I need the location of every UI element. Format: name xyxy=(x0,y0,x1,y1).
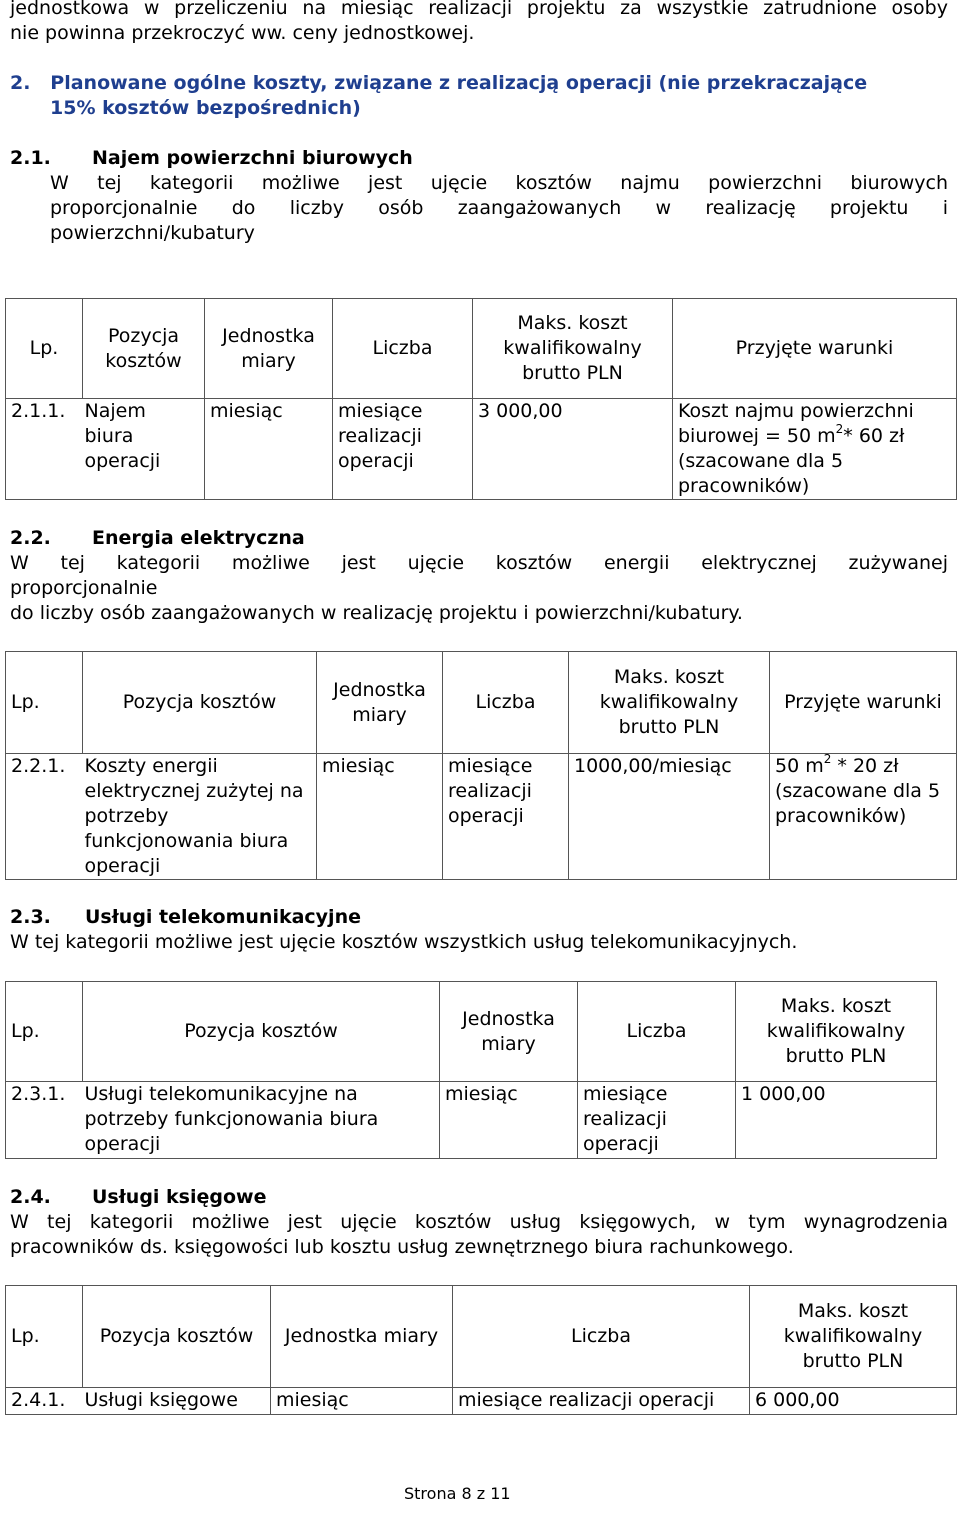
section-2-2-desc-line-2: proporcjonalnie xyxy=(10,577,158,599)
table-row xyxy=(6,1082,937,1159)
warunki-superscript: 2 xyxy=(835,421,844,436)
cell-lp: 2.2.1. xyxy=(6,754,83,880)
table-2-2 xyxy=(5,651,957,880)
cell-jednostka: miesiąc xyxy=(317,754,443,880)
cell-pozycja: Usługi telekomunikacyjne na potrzeby funkcjonowania biura operacji xyxy=(83,1082,440,1159)
header-pozycja: Pozycja kosztów xyxy=(83,982,440,1082)
table-2-1 xyxy=(5,298,957,500)
section-2-3-number: 2.3. xyxy=(10,906,51,928)
section-2-1-desc-line-3: powierzchni/kubatury xyxy=(50,222,255,244)
cell-lp: 2.4.1. xyxy=(6,1388,83,1415)
cell-pozycja: Koszty energii elektrycznej zużytej na potrzeby funkcjonowania biura operacji xyxy=(83,754,317,880)
header-liczba: Liczba xyxy=(578,982,736,1082)
header-lp: Lp. xyxy=(6,299,83,399)
header-jednostka: Jednostka miary xyxy=(205,299,333,399)
cell-liczba: miesiące realizacji operacji xyxy=(578,1082,736,1159)
section-2-heading-line-2: 15% kosztów bezpośrednich) xyxy=(50,97,361,119)
section-2-4-desc-line-1: W tej kategorii możliwe jest ujęcie kosztów usług księgowych, w tym wynagrodzenia xyxy=(10,1211,948,1233)
cell-jednostka: miesiąc xyxy=(271,1388,453,1415)
cell-koszt: 1000,00/miesiąc xyxy=(569,754,770,880)
cell-jednostka: miesiąc xyxy=(440,1082,578,1159)
section-2-4-number: 2.4. xyxy=(10,1186,51,1208)
cell-liczba: miesiące realizacji operacji xyxy=(443,754,569,880)
cell-koszt: 1 000,00 xyxy=(736,1082,937,1159)
cell-koszt: 6 000,00 xyxy=(750,1388,957,1415)
section-2-heading-line-1: 2. Planowane ogólne koszty, związane z realizacją operacji (nie przekraczające xyxy=(10,72,868,94)
section-2-3-title: Usługi telekomunikacyjne xyxy=(85,906,361,928)
header-lp: Lp. xyxy=(6,652,83,754)
intro-line-2: nie powinna przekroczyć ww. ceny jednostkowej. xyxy=(10,22,475,44)
section-2-2-desc-line-3: do liczby osób zaangażowanych w realizację projektu i powierzchni/kubatury. xyxy=(10,602,743,624)
header-pozycja: Pozycja kosztów xyxy=(83,1286,271,1388)
table-2-4 xyxy=(5,1285,957,1415)
table-header-row xyxy=(6,1286,957,1388)
table-header-row xyxy=(6,652,957,754)
header-jednostka: Jednostka miary xyxy=(317,652,443,754)
cell-warunki xyxy=(770,751,957,880)
header-pozycja: Pozycja kosztów xyxy=(83,299,205,399)
table-row xyxy=(6,754,957,880)
section-2-1-number: 2.1. xyxy=(10,147,51,169)
header-warunki: Przyjęte warunki xyxy=(673,299,957,399)
cell-liczba: miesiące realizacji operacji xyxy=(333,399,473,500)
section-2-1-title: Najem powierzchni biurowych xyxy=(92,147,413,169)
warunki-text: Koszt najmu powierzchni biurowej = 50 m xyxy=(678,400,914,447)
header-koszt: Maks. koszt kwalifikowalny brutto PLN xyxy=(750,1286,957,1388)
cell-pozycja: Usługi księgowe xyxy=(83,1388,271,1415)
section-2-1-desc-line-1: W tej kategorii możliwe jest ujęcie kosztów najmu powierzchni biurowych xyxy=(50,172,948,194)
cell-jednostka: miesiąc xyxy=(205,399,333,500)
section-2-2-desc-line-1: W tej kategorii możliwe jest ujęcie kosztów energii elektrycznej zużywanej xyxy=(10,552,948,574)
header-lp: Lp. xyxy=(6,982,83,1082)
header-jednostka: Jednostka miary xyxy=(271,1286,453,1388)
section-2-4-desc-line-2: pracowników ds. księgowości lub kosztu usług zewnętrznego biura rachunkowego. xyxy=(10,1236,794,1258)
section-2-2-number: 2.2. xyxy=(10,527,51,549)
table-row xyxy=(6,1388,957,1415)
header-pozycja: Pozycja kosztów xyxy=(83,652,317,754)
table-row xyxy=(6,399,957,500)
header-koszt: Maks. koszt kwalifikowalny brutto PLN xyxy=(736,982,937,1082)
section-2-4-title: Usługi księgowe xyxy=(92,1186,267,1208)
header-lp: Lp. xyxy=(6,1286,83,1388)
header-jednostka: Jednostka miary xyxy=(440,982,578,1082)
warunki-text: 50 m xyxy=(775,755,824,777)
warunki-superscript: 2 xyxy=(823,751,832,766)
section-2-2-title: Energia elektryczna xyxy=(92,527,305,549)
warunki-text-tail: * 20 zł (szacowane dla 5 pracowników) xyxy=(775,755,941,827)
header-liczba: Liczba xyxy=(453,1286,750,1388)
table-2-3 xyxy=(5,981,937,1159)
cell-warunki xyxy=(673,399,957,500)
header-liczba: Liczba xyxy=(443,652,569,754)
page-number: Strona 8 z 11 xyxy=(404,1484,511,1503)
cell-pozycja: Najem biura operacji xyxy=(83,399,205,500)
table-header-row xyxy=(6,299,957,399)
intro-line-1: jednostkowa w przeliczeniu na miesiąc realizacji projektu za wszystkie zatrudnione osoby xyxy=(10,0,948,19)
table-header-row xyxy=(6,982,937,1082)
header-liczba: Liczba xyxy=(333,299,473,399)
cell-lp: 2.1.1. xyxy=(6,399,83,500)
section-2-1-desc-line-2: proporcjonalnie do liczby osób zaangażowanych w realizację projektu i xyxy=(50,197,948,219)
header-koszt: Maks. koszt kwalifikowalny brutto PLN xyxy=(569,652,770,754)
section-2-3-desc-line-1: W tej kategorii możliwe jest ujęcie kosztów wszystkich usług telekomunikacyjnych. xyxy=(10,931,798,953)
header-koszt: Maks. koszt kwalifikowalny brutto PLN xyxy=(473,299,673,399)
cell-lp: 2.3.1. xyxy=(6,1082,83,1159)
cell-liczba: miesiące realizacji operacji xyxy=(453,1388,750,1415)
warunki-text-tail: * 60 zł (szacowane dla 5 pracowników) xyxy=(678,425,905,497)
header-warunki: Przyjęte warunki xyxy=(770,652,957,754)
cell-koszt: 3 000,00 xyxy=(473,399,673,500)
